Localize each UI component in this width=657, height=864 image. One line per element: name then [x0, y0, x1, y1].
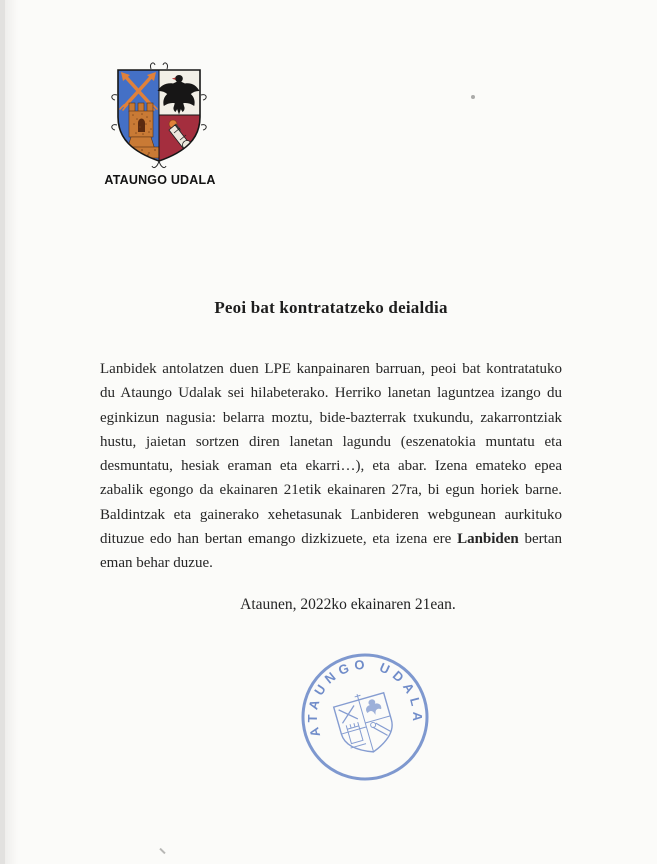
- letterhead-org-name: ATAUNGO UDALA: [104, 173, 216, 187]
- stamp-crest: [332, 687, 399, 759]
- official-stamp: [285, 637, 445, 797]
- tower-door: [138, 119, 145, 133]
- body-line: Lanbidek antolatzen duen LPE kanpainaren barruan, peoi bat kontratatuko: [100, 361, 562, 377]
- body-line: eman behar duzue.: [100, 555, 213, 572]
- bold-word-lanbiden: Lanbiden: [457, 531, 519, 548]
- body-line: Baldintzak eta gainerako xehetasunak Lanbideren webgunean aurkituko: [100, 506, 562, 523]
- body-line: eginkizun nagusia: belarra moztu, bide-bazterrak txukundu, zakarrontziak: [100, 409, 562, 426]
- scan-artifact-speck: [471, 95, 475, 99]
- scan-edge-fade: [5, 0, 18, 864]
- stamp-text: ATAUNGO UDALA: [304, 656, 426, 739]
- body-line-text: bertan: [518, 531, 562, 548]
- document-body: [100, 357, 562, 576]
- body-line: [100, 527, 562, 551]
- date-line: Ataunen, 2022ko ekainaren 21ean.: [240, 596, 456, 613]
- document-title: Peoi bat kontratatzeko deialdia: [214, 298, 448, 317]
- body-line: hustu, jaietan sortzen diren lanetan lagundu (eszenatokia muntatu eta: [100, 433, 562, 450]
- body-line-text: dituzue edo han bertan emango dizkizuete, eta izena ere: [100, 531, 458, 548]
- municipal-crest: [109, 61, 209, 177]
- body-line: du Ataungo Udalak sei hilabeterako. Herriko lanetan laguntzea izango du: [100, 385, 562, 402]
- body-line: desmuntatu, hesiak eraman eta ekarri…), eta abar. Izena emateko epea: [100, 458, 562, 475]
- body-line: zabalik egongo da ekainaren 21etik ekainaren 27ra, bi egun horiek barne.: [100, 482, 562, 499]
- scan-artifact-speck: [159, 848, 165, 854]
